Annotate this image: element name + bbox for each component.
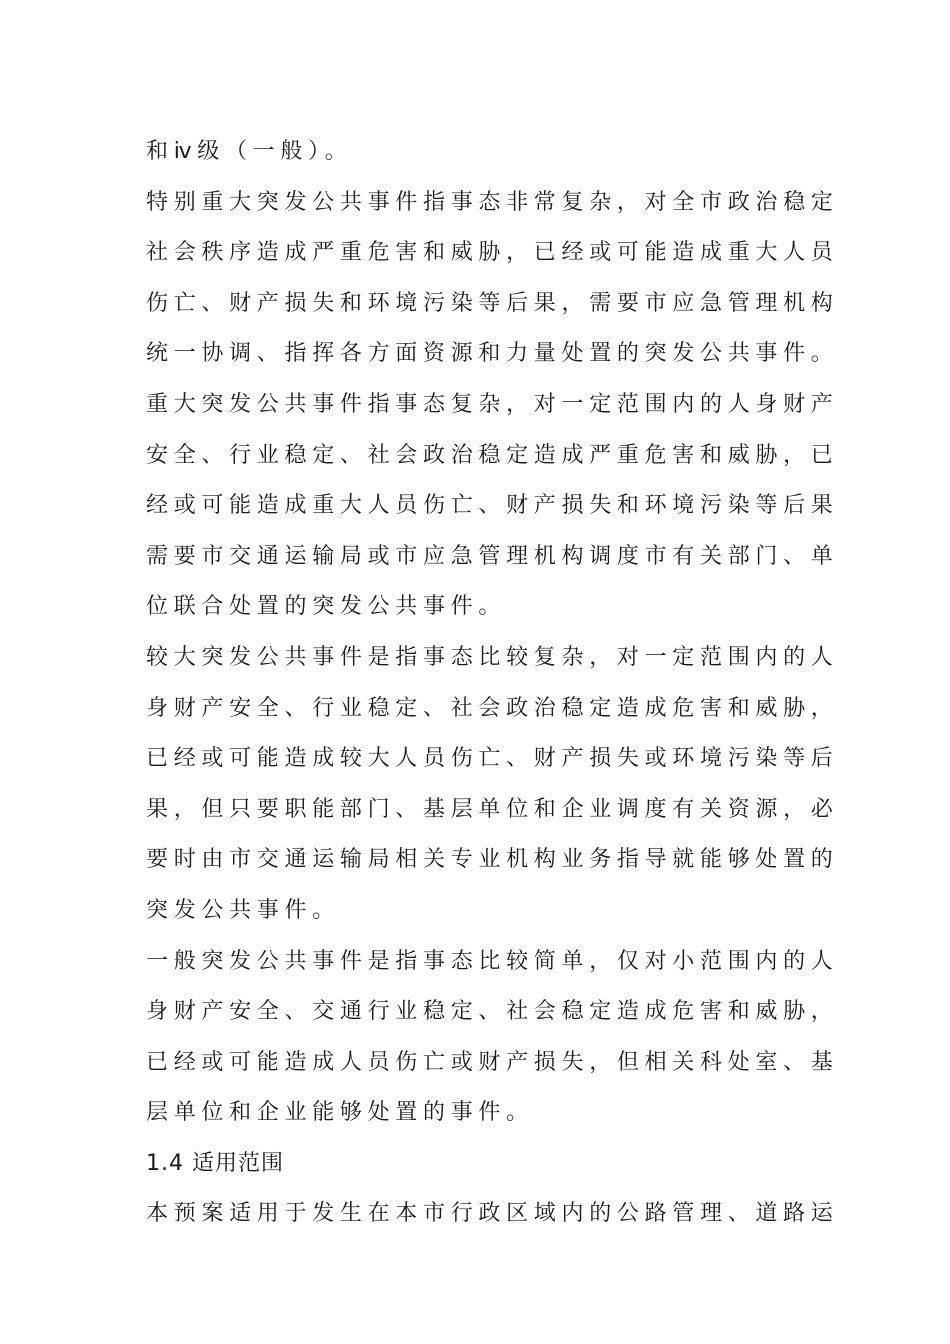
text-line: 特别重大突发公共事件指事态非常复杂，对全市政治稳定: [146, 189, 839, 215]
text-line: 较大突发公共事件是指事态比较复杂，对一定范围内的人: [146, 644, 839, 670]
document-body: [146, 127, 839, 1240]
text-line: 已经或可能造成较大人员伤亡、财产损失或环境污染等后: [146, 746, 839, 772]
text-line: 位联合处置的突发公共事件。: [146, 594, 507, 620]
text-line: 社会秩序造成严重危害和威胁，已经或可能造成重大人员: [146, 240, 839, 266]
text-line: 安全、行业稳定、社会政治稳定造成严重危害和威胁，已: [146, 442, 839, 468]
text-line: 经或可能造成重大人员伤亡、财产损失和环境污染等后果: [146, 493, 839, 519]
text-line: 要时由市交通运输局相关专业机构业务指导就能够处置的: [146, 847, 839, 873]
text-line: 突发公共事件。: [146, 897, 340, 923]
text-line: 已经或可能造成人员伤亡或财产损失，但相关科处室、基: [146, 1049, 839, 1075]
text-line: 果，但只要职能部门、基层单位和企业调度有关资源，必: [146, 796, 839, 822]
text-line: 需要市交通运输局或市应急管理机构调度市有关部门、单: [146, 543, 839, 569]
text-line: 一般突发公共事件是指事态比较简单，仅对小范围内的人: [146, 948, 839, 974]
text-line: 统一协调、指挥各方面资源和力量处置的突发公共事件。: [146, 341, 839, 367]
text-line: 层单位和企业能够处置的事件。: [146, 1100, 534, 1126]
section-heading: 1.4 适用范围: [146, 1150, 284, 1176]
text-line: 伤亡、财产损失和环境污染等后果，需要市应急管理机构: [146, 290, 839, 316]
text-line: 重大突发公共事件指事态复杂，对一定范围内的人身财产: [146, 391, 839, 417]
text-line: 和ⅳ级（一般）。: [146, 139, 353, 164]
text-line: 身财产安全、交通行业稳定、社会稳定造成危害和威胁，: [146, 999, 839, 1025]
text-line: 本预案适用于发生在本市行政区域内的公路管理、道路运: [146, 1201, 839, 1227]
text-line: 身财产安全、行业稳定、社会政治稳定造成危害和威胁，: [146, 695, 839, 721]
